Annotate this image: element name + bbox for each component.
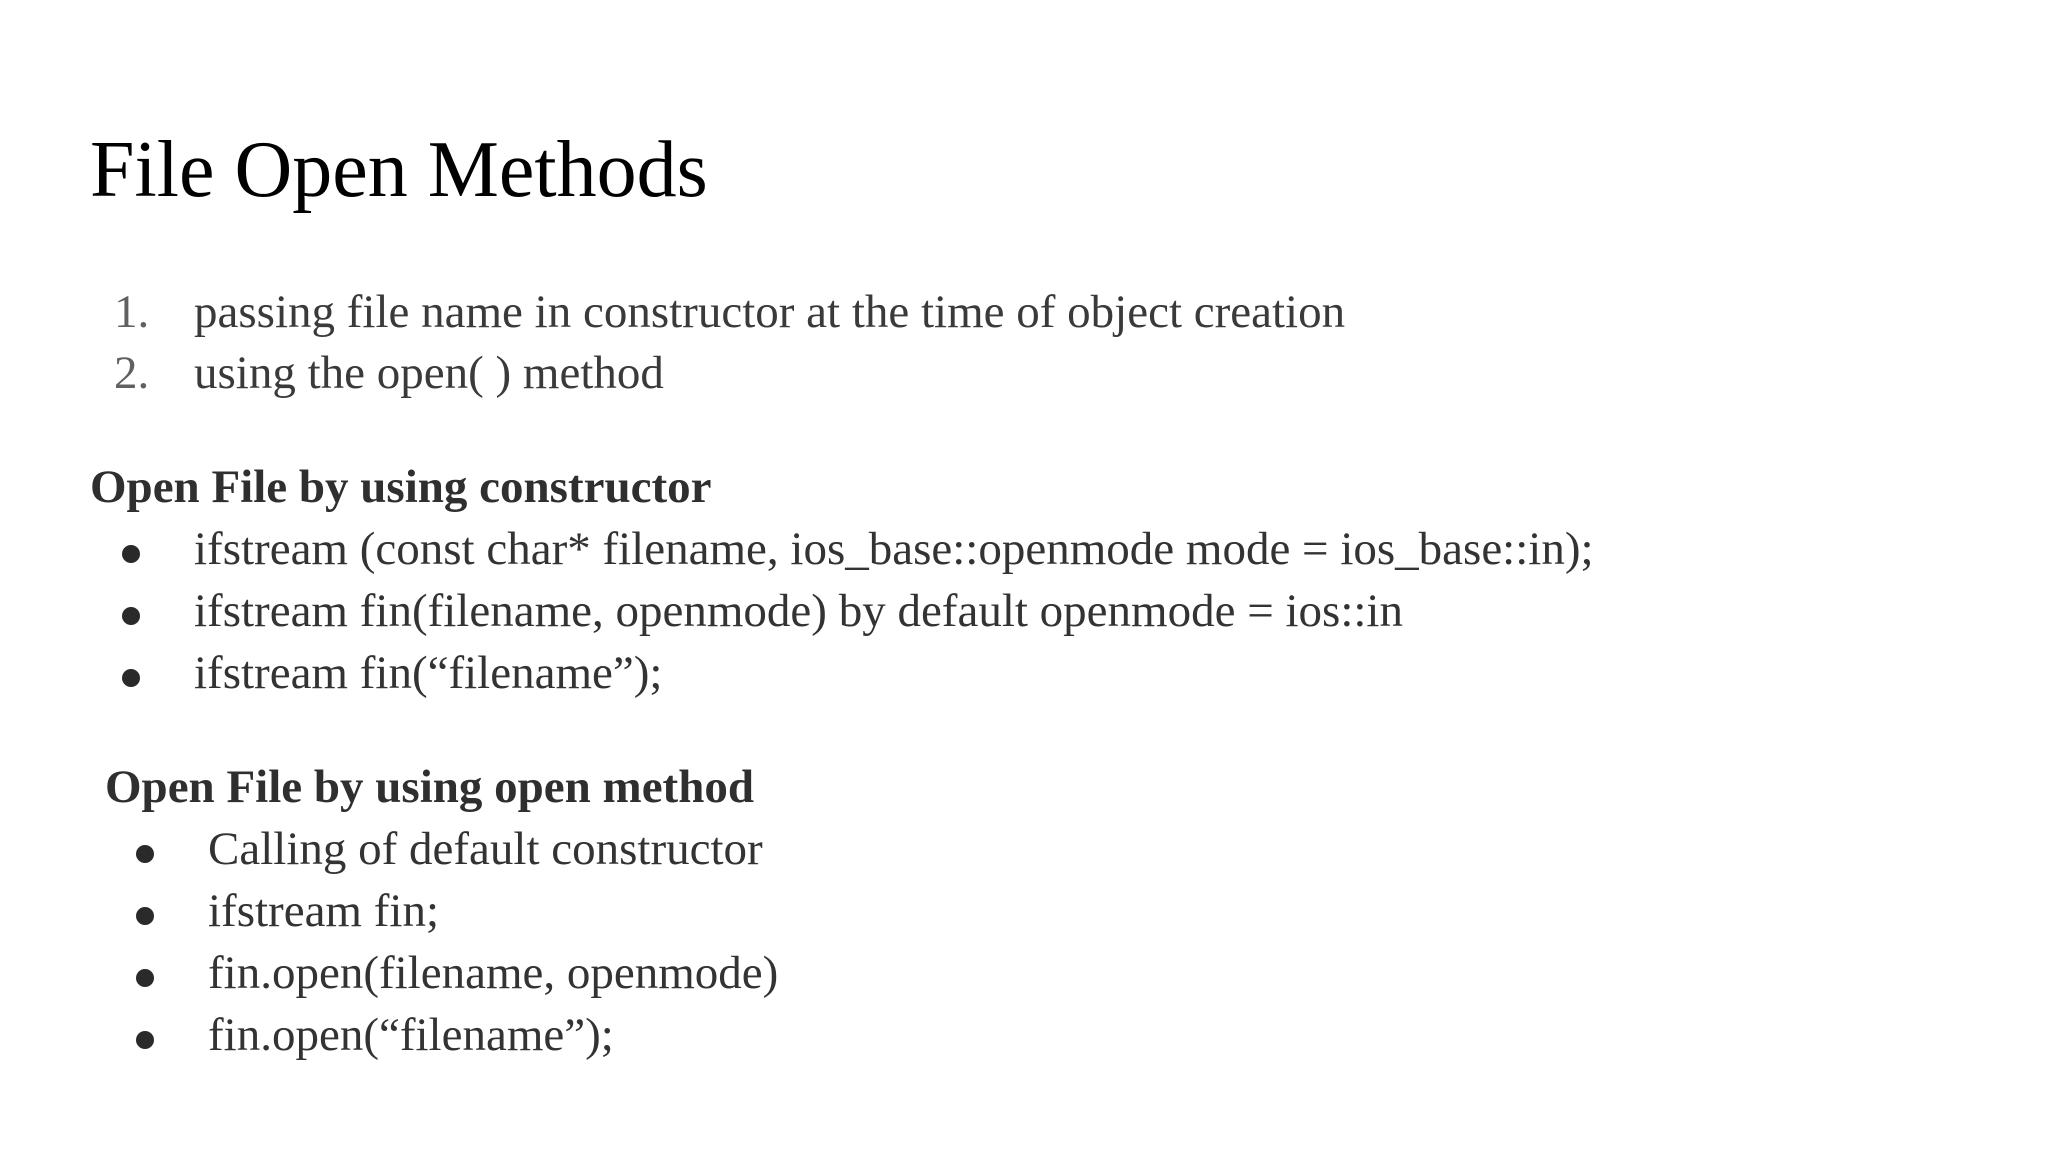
list-item-text: passing file name in constructor at the time of object creation	[194, 286, 1346, 338]
list-item	[90, 642, 1990, 704]
list-item	[90, 1004, 1990, 1066]
list-item	[90, 282, 1990, 343]
open-method-bullet-list	[90, 818, 1990, 1066]
list-item-text: ifstream (const char* filename, ios_base::openmode mode = ios_base::in);	[194, 523, 1594, 575]
list-item-text: Calling of default constructor	[208, 823, 763, 875]
list-item	[90, 580, 1990, 642]
list-item-text: using the open( ) method	[194, 347, 664, 399]
constructor-section-heading: Open File by using constructor	[90, 461, 712, 513]
methods-list	[90, 282, 1990, 404]
slide-body	[90, 282, 1990, 1066]
list-number: 2.	[114, 347, 150, 399]
bullet-icon	[136, 969, 154, 987]
bullet-icon	[136, 1031, 154, 1049]
open-method-section-heading: Open File by using open method	[105, 761, 754, 813]
bullet-icon	[122, 669, 140, 687]
slide-title: File Open Methods	[90, 126, 708, 214]
list-item-text: fin.open(filename, openmode)	[208, 947, 779, 999]
list-item-text: ifstream fin;	[208, 885, 440, 937]
list-item-text: fin.open(“filename”);	[208, 1009, 614, 1061]
bullet-icon	[122, 607, 140, 625]
bullet-icon	[136, 845, 154, 863]
list-item-text: ifstream fin(filename, openmode) by default openmode = ios::in	[194, 585, 1403, 637]
list-number: 1.	[114, 286, 150, 338]
list-item	[90, 818, 1990, 880]
list-item-text: ifstream fin(“filename”);	[194, 647, 663, 699]
list-item	[90, 518, 1990, 580]
constructor-bullet-list	[90, 518, 1990, 704]
list-item	[90, 343, 1990, 404]
list-item	[90, 880, 1990, 942]
bullet-icon	[136, 907, 154, 925]
bullet-icon	[122, 545, 140, 563]
list-item	[90, 942, 1990, 1004]
